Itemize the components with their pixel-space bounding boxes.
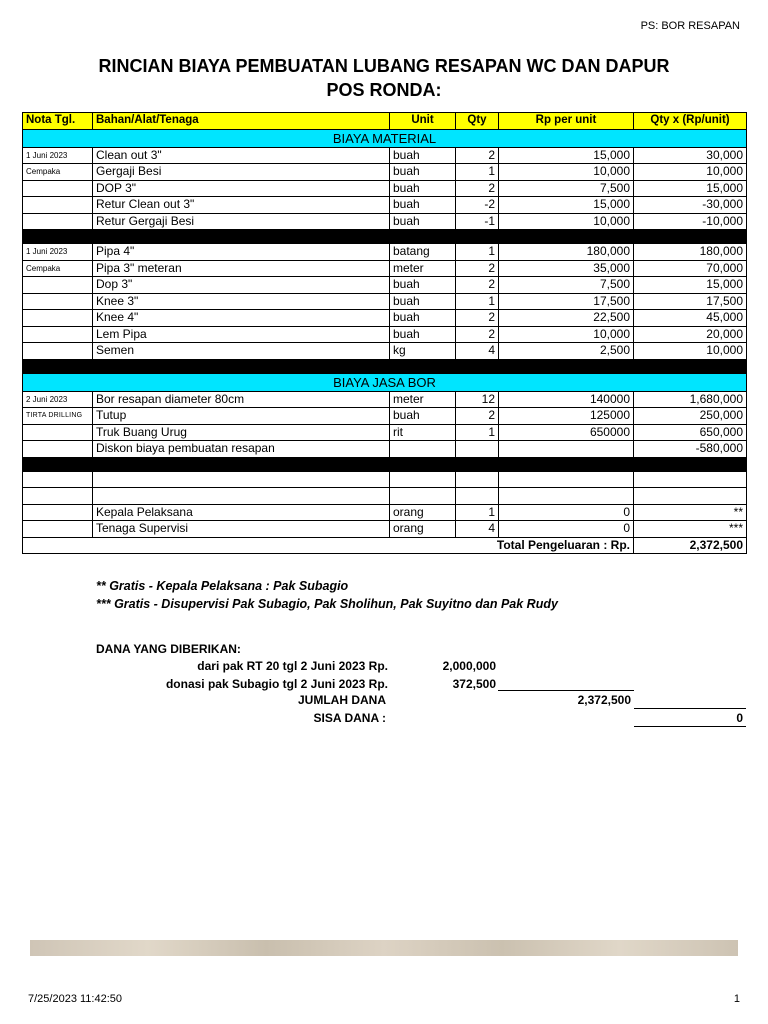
cell-item: DOP 3" — [93, 180, 390, 197]
cell-qty: 2 — [456, 277, 499, 294]
cell-unit — [390, 471, 456, 488]
cell-price: 10,000 — [499, 326, 634, 343]
cell-qty: -1 — [456, 213, 499, 230]
header-nota: Nota Tgl. — [23, 113, 93, 130]
table-row — [23, 521, 747, 538]
cell-nota — [23, 343, 93, 360]
cell-item: Diskon biaya pembuatan resapan — [93, 441, 390, 458]
cell-price: 10,000 — [499, 213, 634, 230]
cell-unit: buah — [390, 408, 456, 425]
cell-unit: buah — [390, 213, 456, 230]
cell-price: 125000 — [499, 408, 634, 425]
footer-timestamp: 7/25/2023 11:42:50 — [28, 993, 122, 1005]
table-row — [23, 441, 747, 458]
cell-price: 140000 — [499, 391, 634, 408]
cell-price: 0 — [499, 504, 634, 521]
cell-total: 17,500 — [634, 293, 747, 310]
cell-item — [93, 488, 390, 505]
total-value: 2,372,500 — [634, 537, 747, 554]
cell-nota: 1 Juni 2023 — [23, 147, 93, 164]
cell-qty: 2 — [456, 147, 499, 164]
separator-cell — [23, 230, 747, 244]
cell-item: Truk Buang Urug — [93, 424, 390, 441]
title-line-1: RINCIAN BIAYA PEMBUATAN LUBANG RESAPAN WC DAN DAPUR — [98, 56, 670, 76]
section-row-material — [23, 129, 747, 147]
cell-item: Gergaji Besi — [93, 164, 390, 181]
total-row — [23, 537, 747, 554]
page-title — [0, 54, 768, 102]
cell-item: Tutup — [93, 408, 390, 425]
separator-cell — [23, 359, 747, 373]
cell-price: 15,000 — [499, 197, 634, 214]
scan-edge-strip — [30, 940, 738, 956]
cell-unit: kg — [390, 343, 456, 360]
cell-unit: orang — [390, 521, 456, 538]
table-row — [23, 343, 747, 360]
cell-nota — [23, 213, 93, 230]
cell-qty: 4 — [456, 521, 499, 538]
cell-nota — [23, 277, 93, 294]
separator-cell — [23, 457, 747, 471]
cost-table — [22, 112, 747, 554]
sum-line-2 — [634, 708, 746, 709]
cell-item: Pipa 4" — [93, 244, 390, 261]
cell-nota: Cempaka — [23, 260, 93, 277]
cell-price: 35,000 — [499, 260, 634, 277]
cell-qty: 4 — [456, 343, 499, 360]
cell-item: Clean out 3" — [93, 147, 390, 164]
cell-qty: 1 — [456, 424, 499, 441]
cell-price: 10,000 — [499, 164, 634, 181]
cell-total: 1,680,000 — [634, 391, 747, 408]
header-unit: Unit — [390, 113, 456, 130]
cell-nota — [23, 180, 93, 197]
cell-nota — [23, 488, 93, 505]
cell-item: Knee 4" — [93, 310, 390, 327]
cell-total — [634, 471, 747, 488]
header-qty: Qty — [456, 113, 499, 130]
cell-total: 10,000 — [634, 164, 747, 181]
cell-item: Pipa 3" meteran — [93, 260, 390, 277]
cell-total: 650,000 — [634, 424, 747, 441]
table-row — [23, 180, 747, 197]
cell-qty: 2 — [456, 180, 499, 197]
funds-sisa-label: SISA DANA : — [313, 711, 386, 725]
cell-unit: batang — [390, 244, 456, 261]
section-material-label: BIAYA MATERIAL — [23, 129, 747, 147]
cell-unit — [390, 488, 456, 505]
cell-price: 0 — [499, 521, 634, 538]
table-row — [23, 293, 747, 310]
cell-qty — [456, 471, 499, 488]
cell-nota: 1 Juni 2023 — [23, 244, 93, 261]
cell-qty: 1 — [456, 244, 499, 261]
cell-unit — [390, 441, 456, 458]
table-row — [23, 408, 747, 425]
cell-total: 30,000 — [634, 147, 747, 164]
separator-row — [23, 457, 747, 471]
cell-item: Knee 3" — [93, 293, 390, 310]
cell-total: *** — [634, 521, 747, 538]
funds-line2-value: 372,500 — [452, 677, 496, 691]
cell-total: 15,000 — [634, 180, 747, 197]
cell-nota — [23, 521, 93, 538]
cell-price — [499, 471, 634, 488]
cell-nota: 2 Juni 2023 — [23, 391, 93, 408]
cell-nota — [23, 310, 93, 327]
cell-nota: TIRTA DRILLING — [23, 408, 93, 425]
table-row — [23, 471, 747, 488]
notes-block — [96, 577, 558, 613]
funds-line2-label: donasi pak Subagio tgl 2 Juni 2023 Rp. — [165, 677, 388, 691]
table-row — [23, 147, 747, 164]
cell-unit: buah — [390, 310, 456, 327]
cell-qty: 12 — [456, 391, 499, 408]
cell-item — [93, 471, 390, 488]
footer-page-number: 1 — [733, 993, 740, 1005]
cell-price: 650000 — [499, 424, 634, 441]
table-row — [23, 197, 747, 214]
cell-total: -580,000 — [634, 441, 747, 458]
cell-price: 7,500 — [499, 180, 634, 197]
cell-qty: 2 — [456, 260, 499, 277]
cell-nota — [23, 424, 93, 441]
table-row — [23, 488, 747, 505]
cell-unit: buah — [390, 197, 456, 214]
cell-total: 10,000 — [634, 343, 747, 360]
sum-line-1 — [498, 690, 634, 691]
cell-price: 15,000 — [499, 147, 634, 164]
cell-unit: buah — [390, 293, 456, 310]
table-row — [23, 326, 747, 343]
cell-unit: meter — [390, 391, 456, 408]
cell-nota — [23, 441, 93, 458]
table-row — [23, 391, 747, 408]
cell-price: 2,500 — [499, 343, 634, 360]
cell-item: Lem Pipa — [93, 326, 390, 343]
cell-unit: buah — [390, 277, 456, 294]
cell-qty: 1 — [456, 293, 499, 310]
cell-unit: buah — [390, 180, 456, 197]
note-1: ** Gratis - Kepala Pelaksana : Pak Subagio — [96, 579, 349, 593]
table-row — [23, 424, 747, 441]
header-price: Rp per unit — [499, 113, 634, 130]
cell-total — [634, 488, 747, 505]
cell-item: Tenaga Supervisi — [93, 521, 390, 538]
table-row — [23, 213, 747, 230]
cell-total: -10,000 — [634, 213, 747, 230]
cell-qty: 2 — [456, 326, 499, 343]
cell-price — [499, 441, 634, 458]
cell-item: Semen — [93, 343, 390, 360]
cell-unit: meter — [390, 260, 456, 277]
page-header-right: PS: BOR RESAPAN — [640, 20, 740, 32]
cell-item: Retur Clean out 3" — [93, 197, 390, 214]
funds-line1-value: 2,000,000 — [442, 659, 496, 673]
cell-total: 180,000 — [634, 244, 747, 261]
table-row — [23, 504, 747, 521]
cell-qty — [456, 488, 499, 505]
cell-item: Retur Gergaji Besi — [93, 213, 390, 230]
funds-heading: DANA YANG DIBERIKAN: — [96, 642, 241, 656]
cell-price: 17,500 — [499, 293, 634, 310]
total-label: Total Pengeluaran : Rp. — [23, 537, 634, 554]
cell-total: ** — [634, 504, 747, 521]
cell-nota — [23, 293, 93, 310]
funds-line1-label: dari pak RT 20 tgl 2 Juni 2023 Rp. — [197, 659, 388, 673]
cell-qty: 1 — [456, 504, 499, 521]
cell-unit: orang — [390, 504, 456, 521]
cell-total: 45,000 — [634, 310, 747, 327]
cell-total: 15,000 — [634, 277, 747, 294]
cell-unit: buah — [390, 164, 456, 181]
cell-item: Bor resapan diameter 80cm — [93, 391, 390, 408]
cell-item: Dop 3" — [93, 277, 390, 294]
cell-total: 70,000 — [634, 260, 747, 277]
cell-nota: Cempaka — [23, 164, 93, 181]
cell-nota — [23, 471, 93, 488]
funds-jumlah-value: 2,372,500 — [577, 693, 631, 707]
table-header-row — [23, 113, 747, 130]
section-jasa-label: BIAYA JASA BOR — [23, 373, 747, 391]
table-row — [23, 260, 747, 277]
table-row — [23, 244, 747, 261]
section-row-jasa — [23, 373, 747, 391]
title-line-2: POS RONDA: — [326, 80, 442, 100]
cell-price: 7,500 — [499, 277, 634, 294]
cell-price: 180,000 — [499, 244, 634, 261]
cell-total: 250,000 — [634, 408, 747, 425]
cell-total: -30,000 — [634, 197, 747, 214]
header-total: Qty x (Rp/unit) — [634, 113, 747, 130]
cell-nota — [23, 504, 93, 521]
table-row — [23, 164, 747, 181]
cell-qty — [456, 441, 499, 458]
cell-item: Kepala Pelaksana — [93, 504, 390, 521]
cell-unit: rit — [390, 424, 456, 441]
cell-qty: 2 — [456, 408, 499, 425]
funds-jumlah-label: JUMLAH DANA — [298, 693, 386, 707]
separator-row — [23, 359, 747, 373]
cell-qty: 2 — [456, 310, 499, 327]
table-row — [23, 277, 747, 294]
header-item: Bahan/Alat/Tenaga — [93, 113, 390, 130]
cell-qty: -2 — [456, 197, 499, 214]
cell-total: 20,000 — [634, 326, 747, 343]
funds-sisa-value: 0 — [736, 711, 743, 725]
cell-unit: buah — [390, 147, 456, 164]
separator-row — [23, 230, 747, 244]
cell-price — [499, 488, 634, 505]
sum-line-3 — [634, 726, 746, 727]
table-row — [23, 310, 747, 327]
cell-qty: 1 — [456, 164, 499, 181]
cell-price: 22,500 — [499, 310, 634, 327]
cell-nota — [23, 326, 93, 343]
note-2: *** Gratis - Disupervisi Pak Subagio, Pak Sholihun, Pak Suyitno dan Pak Rudy — [96, 597, 558, 611]
cell-unit: buah — [390, 326, 456, 343]
cell-nota — [23, 197, 93, 214]
